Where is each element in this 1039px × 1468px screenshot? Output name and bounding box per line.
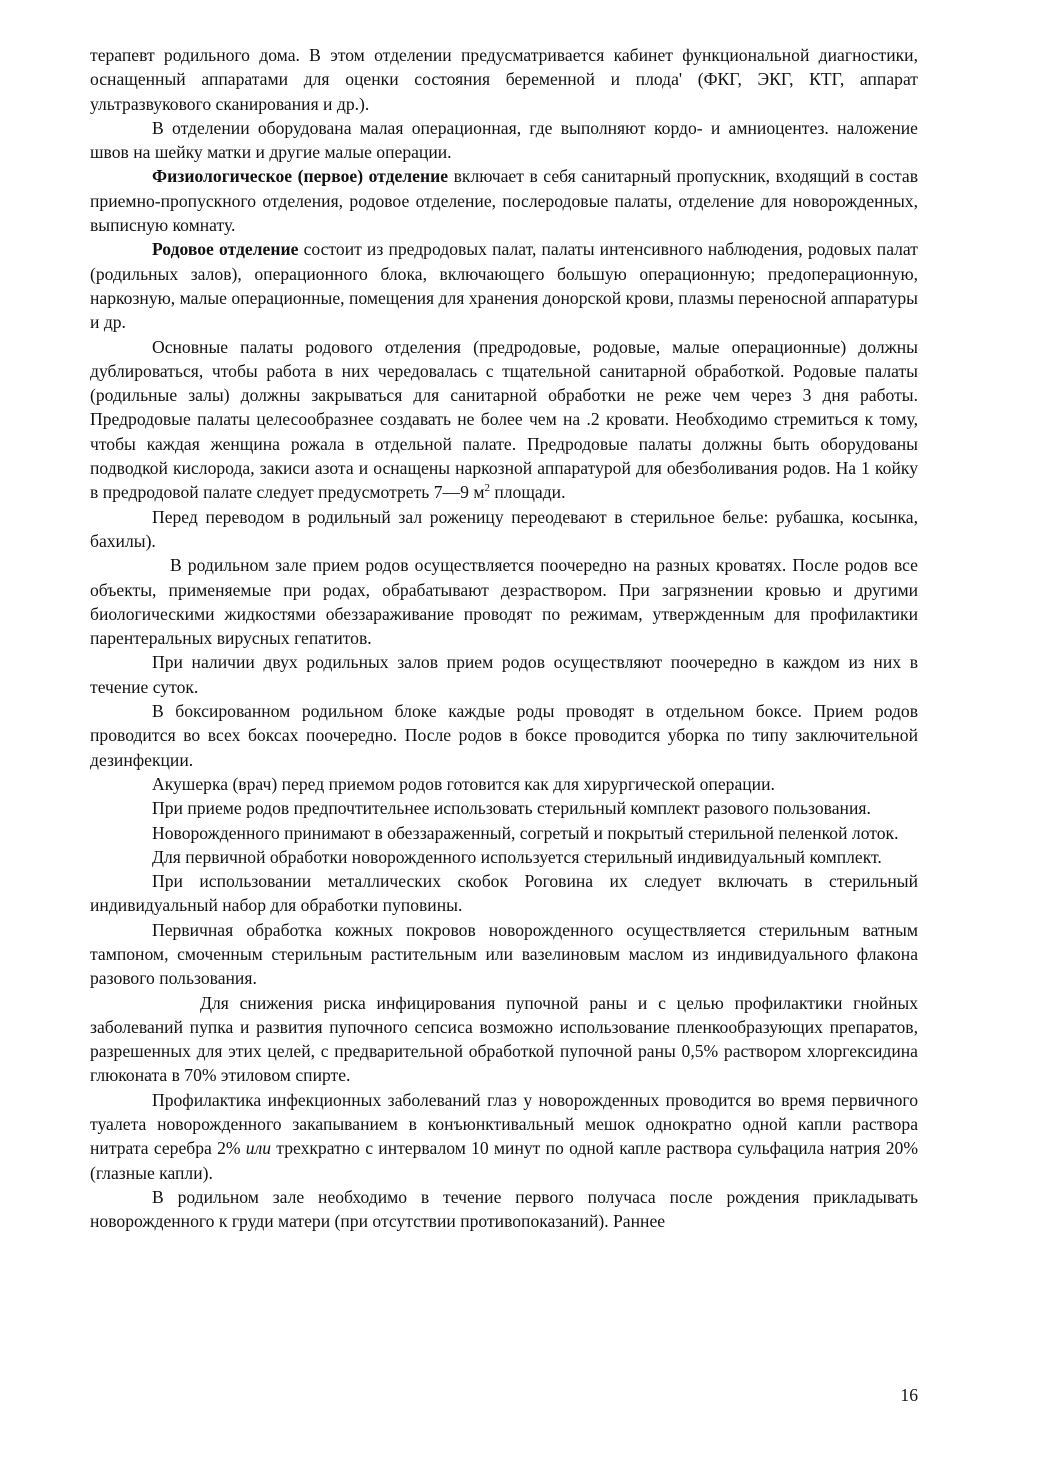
paragraph-physiological-department <box>90 164 918 237</box>
term-physiological-department: Физиологическое (первое) отделение <box>152 166 449 187</box>
paragraph-body-end: трехкратно с интервалом 10 минут по одной капле раствора сульфацила натрия 20% (глазные капли). <box>90 1138 918 1183</box>
term-delivery-department: Родовое отделение <box>152 239 299 260</box>
paragraph-delivery-department <box>90 237 918 334</box>
paragraph-sterile-linen: Перед переводом в родильный зал роженицу переодевают в стерильное белье: рубашка, косынка, бахилы). <box>90 506 918 551</box>
paragraph-breastfeeding: В родильном зале необходимо в течение первого получаса после рождения прикладывать новорожденного к груди матери (при отсутствии противопоказаний). Раннее <box>90 1186 918 1232</box>
paragraph-skin-treatment: Первичная обработка кожных покровов новорожденного осуществляется стерильным ватным тампоном, смоченным стерильным растительным или вазелиновым маслом из индивидуального флакона разового пользования. <box>90 919 918 989</box>
paragraph-body: состоит из предродовых палат, палаты интенсивного наблюдения, родовых палат (родильных залов), операционного блока, включающего большую операционную; предоперационную, наркозную, малые операционные, помещения для хранения донорской крови, плазмы переносной аппаратуры и др. <box>90 239 918 333</box>
paragraph-body-end: площади. <box>489 482 566 503</box>
paragraph-body: Основные палаты родового отделения (предродовые, родовые, малые операционные) должны дублироваться, чтобы работа в них чередовалась с тщательной санитарной обработкой. Родовые палаты (родильные залы) должны закрываться для санитарной обработки не реже чем через 3 дня работы. Предродовые палаты целесообразнее создавать не более чем на .2 кровати. Необходимо стремиться к тому, чтобы каждая женщина рожала в отдельной палате. Предродовые палаты должны быть оборудованы подводкой кислорода, закиси азота и оснащены наркозной аппаратурой для обезболивания родов. На 1 койку в предродовой палате следует предусмотреть 7—9 м <box>90 336 918 503</box>
paragraph-body: Профилактика инфекционных заболеваний глаз у новорожденных проводится во время первичного туалета новорожденного закапыванием в конъюнктивальный мешок однократно одной капли раствора нитрата серебра 2% <box>90 1089 918 1159</box>
paragraph-sterile-kit: При приеме родов предпочтительнее использовать стерильный комплект разового пользования. <box>152 798 871 819</box>
paragraph-primary-treatment: Для первичной обработки новорожденного используется стерильный индивидуальный комплект. <box>152 846 882 867</box>
paragraph-body: включает в себя санитарный пропускник, входящий в состав приемно-пропускного отделения, родовое отделение, послеродовые палаты, отделение для новорожденных, выписную комнату. <box>90 166 919 236</box>
superscript: 2 <box>484 482 490 495</box>
paragraph-main-wards <box>90 335 918 505</box>
paragraph-continuation: терапевт родильного дома. В этом отделении предусматривается кабинет функциональной диагностики, оснащенный аппаратами для оценки состояния беременной и плода' (ФКГ, ЭКГ, КТГ, аппарат ультразвукового сканирования и др.). <box>90 45 918 114</box>
paragraph-operating-room: В отделении оборудована малая операционная, где выполняют кордо- и амниоцентез. наложение швов на шейку матки и другие малые операции. <box>90 117 918 163</box>
paragraph-boxed-unit: В боксированном родильном блоке каждые роды проводят в отдельном боксе. Прием родов проводится во всех боксах поочередно. После родов в боксе проводится уборка по типу заключительной дезинфекции. <box>90 701 918 770</box>
document-page <box>90 43 918 1234</box>
paragraph-eye-prophylaxis <box>90 1088 918 1185</box>
paragraph-newborn-tray: Новорожденного принимают в обеззараженный, согретый и покрытый стерильной пеленкой лоток. <box>152 822 899 843</box>
paragraph-midwife: Акушерка (врач) перед приемом родов готовится как для хирургической операции. <box>152 773 775 794</box>
paragraph-two-halls: При наличии двух родильных залов прием родов осуществляют поочередно в каждом из них в течение суток. <box>90 652 918 697</box>
paragraph-delivery-hall: В родильном зале прием родов осуществляется поочередно на разных кроватях. После родов все объекты, применяемые при родах, обрабатывают дезраствором. При загрязнении кровью и другими биологическими жидкостями обеззараживание проводят по режимам, утвержденным для профилактики парентеральных вирусных гепатитов. <box>90 555 918 649</box>
italic-word: или <box>245 1138 272 1159</box>
paragraph-rogovin-clips: При использовании металлических скобок Роговина их следует включать в стерильный индивидуальный набор для обработки пуповины. <box>90 871 918 916</box>
paragraph-umbilical-wound: Для снижения риска инфицирования пупочной раны и с целью профилактики гнойных заболеваний пупка и развития пупочного сепсиса возможно использование пленкообразующих препаратов, разрешенных для этих целей, с предварительной обработкой пупочной раны 0,5% раствором хлоргексидина глюконата в 70% этиловом спирте. <box>90 992 918 1086</box>
page-number: 16 <box>900 1385 918 1405</box>
